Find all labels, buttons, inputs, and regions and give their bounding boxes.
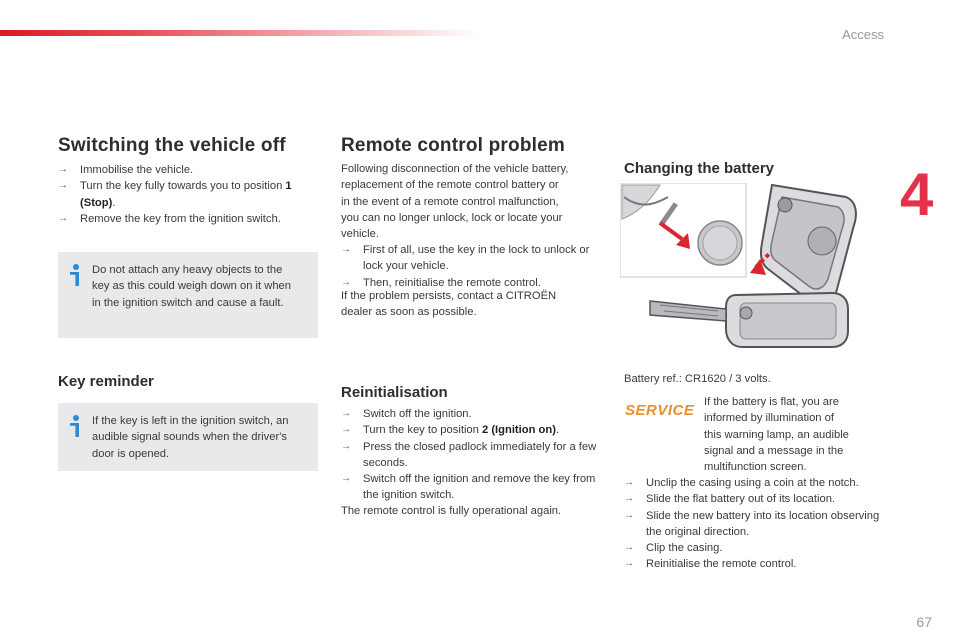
switching-steps (58, 162, 318, 227)
list-item: → Turn the key to position 2 (Ignition on). (341, 422, 603, 438)
remote-problem-steps (341, 242, 603, 291)
list-item: → Immobilise the vehicle. (58, 162, 318, 178)
list-item: → Switch off the ignition. (341, 406, 603, 422)
list-item: → First of all, use the key in the lock to unlock or lock your vehicle. (341, 242, 603, 275)
service-warning-text: If the battery is flat, you are informed by illumination of this warning lamp, an audible signal and a message in the multifunction screen. (704, 396, 849, 474)
list-item: → Clip the casing. (624, 540, 892, 556)
remote-problem-intro: Following disconnection of the vehicle battery, replacement of the remote control battery or in the event of a remote control malfunction, you can no longer unlock, lock or locate your vehicle. (341, 163, 569, 241)
chapter-number: 4 (900, 161, 934, 228)
battery-steps (624, 475, 892, 573)
info-box-heavy-objects (58, 252, 318, 338)
info-text: If the key is left in the ignition switch, an audible signal sounds when the driver's door is opened. (92, 415, 289, 460)
key-reminder-title: Key reminder (58, 373, 154, 390)
list-item: → Switch off the ignition and remove the key from the ignition switch. (341, 471, 603, 504)
battery-reference: Battery ref.: CR1620 / 3 volts. (624, 373, 771, 385)
remote-problem-outro: If the problem persists, contact a CITROËN dealer as soon as possible. (341, 290, 557, 319)
list-item: → Reinitialise the remote control. (624, 556, 892, 572)
section-title: Access (842, 27, 884, 42)
info-text: Do not attach any heavy objects to the key as this could weigh down on it when in the ignition switch and cause a fault. (92, 264, 292, 309)
list-item: → Unclip the casing using a coin at the notch. (624, 475, 892, 491)
battery-title: Changing the battery (624, 160, 775, 177)
service-warning-icon: SERVICE (625, 402, 695, 419)
info-box-key-reminder (58, 403, 318, 471)
reinitialisation-title: Reinitialisation (341, 384, 448, 401)
reinitialisation-steps (341, 406, 603, 504)
header-accent-bar (0, 30, 480, 36)
switching-title: Switching the vehicle off (58, 135, 286, 156)
reinitialisation-outro: The remote control is fully operational again. (341, 505, 562, 517)
info-icon (70, 415, 82, 439)
info-icon (70, 264, 82, 288)
list-item: → Then, reinitialise the remote control. (341, 275, 603, 291)
list-item: → Slide the flat battery out of its location. (624, 491, 892, 507)
list-item: → Remove the key from the ignition switch. (58, 211, 318, 227)
list-item: → Press the closed padlock immediately for a few seconds. (341, 439, 603, 472)
remote-battery-illustration (620, 183, 860, 360)
remote-problem-title: Remote control problem (341, 135, 565, 156)
list-item: → Slide the new battery into its location observing the original direction. (624, 508, 892, 541)
page-number: 67 (916, 614, 932, 630)
list-item: → Turn the key fully towards you to position 1 (Stop). (58, 178, 318, 211)
